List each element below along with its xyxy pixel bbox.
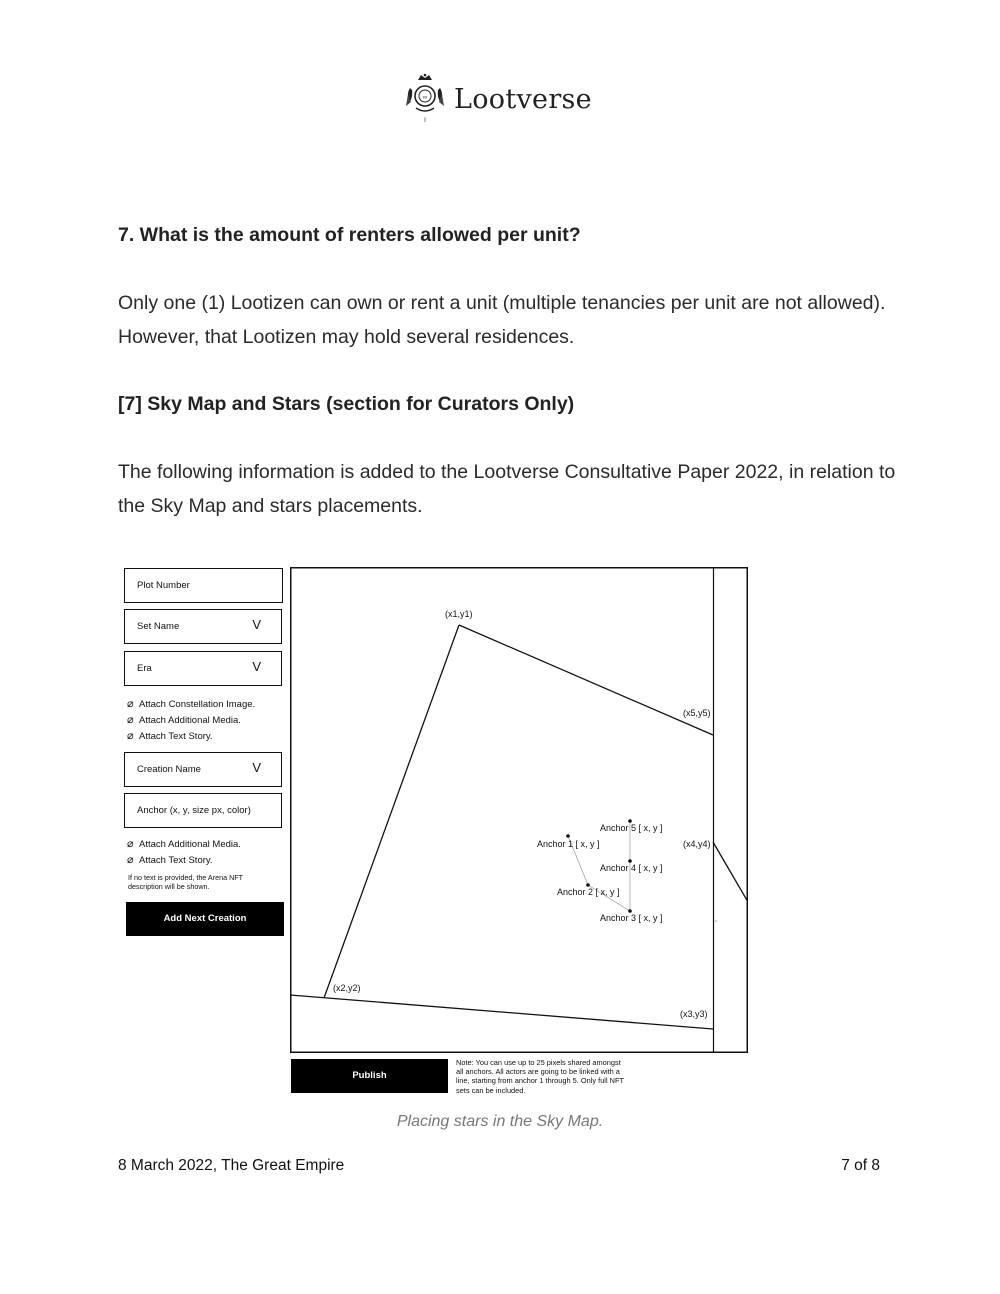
- label-p3: (x3,y3): [680, 1009, 708, 1019]
- add-next-creation-button[interactable]: Add Next Creation: [126, 902, 284, 936]
- label-p2: (x2,y2): [333, 983, 361, 993]
- header-logo: [404, 72, 604, 128]
- attach-media-label-2: Attach Additional Media.: [139, 839, 241, 850]
- creation-name-label: Creation Name: [137, 764, 201, 775]
- chevron-down-icon: V: [252, 659, 261, 674]
- paperclip-icon: ⌀: [127, 714, 134, 726]
- label-anchor-5: Anchor 5 [ x, y ]: [600, 823, 663, 833]
- attach-story-label: Attach Text Story.: [139, 731, 213, 742]
- attach-story-link-2[interactable]: [127, 853, 213, 866]
- chevron-down-icon: V: [252, 760, 261, 775]
- footer-page-number: 7 of 8: [841, 1157, 880, 1174]
- era-label: Era: [137, 663, 152, 674]
- sky-map-canvas[interactable]: [290, 567, 748, 1053]
- set-name-select[interactable]: [124, 609, 282, 644]
- stray-dot: [715, 920, 717, 922]
- section-intro: The following information is added to the Lootverse Consultative Paper 2022, in relation to the Sky Map and stars placements.: [118, 461, 896, 517]
- label-p5: (x5,y5): [683, 708, 711, 718]
- paperclip-icon: ⌀: [127, 838, 134, 850]
- creation-name-select[interactable]: [124, 752, 282, 787]
- plot-number-field[interactable]: [124, 568, 283, 603]
- label-p4: (x4,y4): [683, 839, 711, 849]
- anchor-1-dot: [566, 834, 570, 838]
- question-heading: 7. What is the amount of renters allowed per unit?: [118, 224, 581, 246]
- publish-note: Note: You can use up to 25 pixels shared amongst all anchors. All actors are going to be linked with a line, starting from anchor 1 through 5. Only full NFT sets can be included.: [456, 1058, 624, 1095]
- era-select[interactable]: [124, 651, 282, 686]
- label-p1: (x1,y1): [445, 609, 473, 619]
- attach-constellation-label: Attach Constellation Image.: [139, 699, 256, 710]
- paperclip-icon: ⌀: [127, 854, 134, 866]
- anchor-field[interactable]: [124, 793, 282, 828]
- svg-text:∞: ∞: [422, 95, 428, 101]
- label-anchor-2: Anchor 2 [ x, y ]: [557, 887, 620, 897]
- attach-story-label-2: Attach Text Story.: [139, 855, 213, 866]
- figure-caption: Placing stars in the Sky Map.: [396, 1113, 604, 1130]
- logo-wordmark: Lootverse: [454, 84, 592, 115]
- svg-text:I: I: [424, 118, 426, 124]
- paperclip-icon: ⌀: [127, 698, 134, 710]
- attach-media-label: Attach Additional Media.: [139, 715, 241, 726]
- label-anchor-1: Anchor 1 [ x, y ]: [537, 839, 600, 849]
- publish-button[interactable]: Publish: [291, 1059, 448, 1093]
- chevron-down-icon: V: [252, 617, 261, 632]
- attach-media-link[interactable]: [127, 713, 241, 726]
- attach-media-link-2[interactable]: [127, 837, 241, 850]
- attach-story-link[interactable]: [127, 729, 213, 742]
- section-heading: [7] Sky Map and Stars (section for Curators Only): [118, 393, 575, 415]
- anchor-field-label: Anchor (x, y, size px, color): [137, 805, 251, 816]
- no-text-note: If no text is provided, the Arena NFT description will be shown.: [128, 873, 243, 891]
- attach-constellation-link[interactable]: [127, 697, 255, 710]
- canvas-border: [291, 568, 748, 1053]
- question-answer: Only one (1) Lootizen can own or rent a unit (multiple tenancies per unit are not allowed). However, that Lootizen may hold several residences.: [118, 292, 886, 348]
- plot-number-label: Plot Number: [137, 580, 190, 591]
- crest-emblem-icon: [404, 72, 446, 128]
- label-anchor-3: Anchor 3 [ x, y ]: [600, 913, 663, 923]
- label-anchor-4: Anchor 4 [ x, y ]: [600, 863, 663, 873]
- footer-date: 8 March 2022, The Great Empire: [118, 1157, 345, 1174]
- set-name-label: Set Name: [137, 621, 180, 632]
- paperclip-icon: ⌀: [127, 730, 134, 742]
